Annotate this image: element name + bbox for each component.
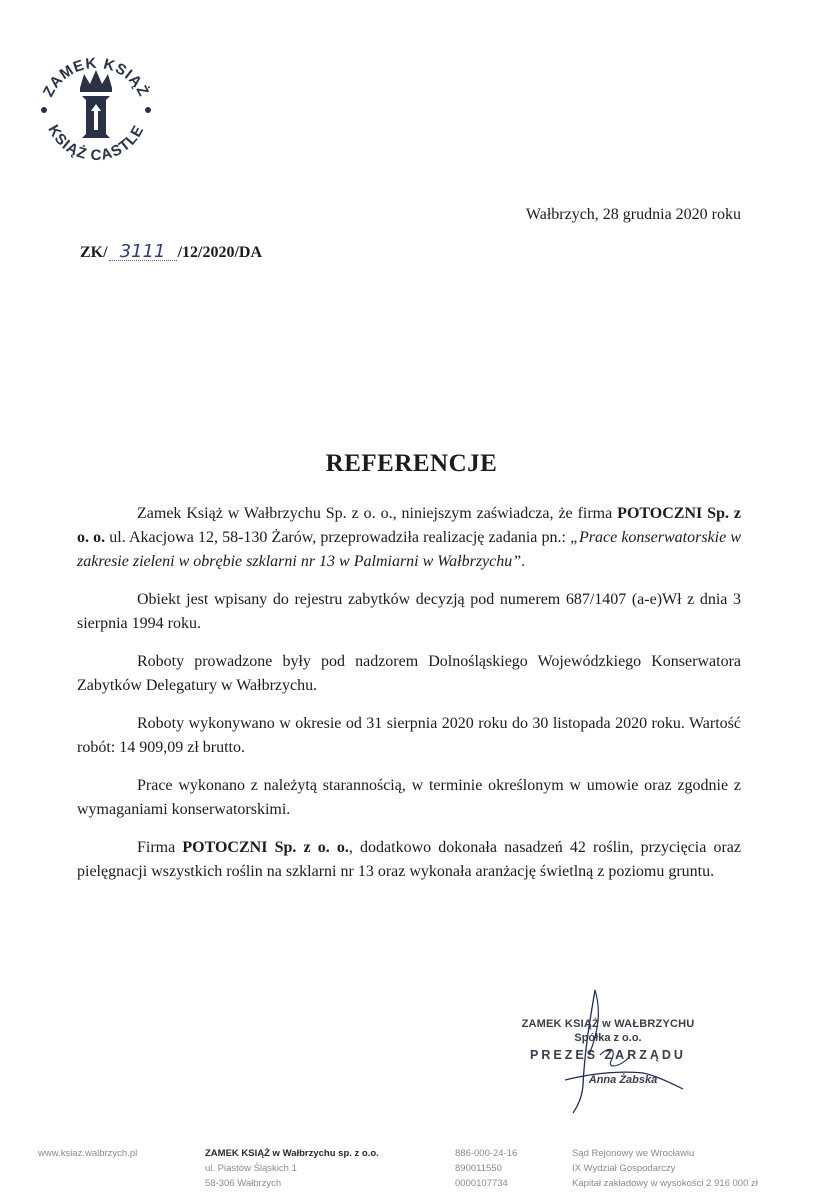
footer-division: IX Wydział Gospodarczy: [572, 1163, 676, 1174]
p6-company: POTOCZNI Sp. z o. o.: [182, 839, 349, 856]
reference-prefix: ZK/: [80, 244, 108, 261]
stamp-position: PREZES ZARZĄDU: [530, 1048, 686, 1062]
footer-capital: Kapitał zakładowy w wysokości 2 916 000 zł: [572, 1178, 758, 1189]
p1-text-b: ul. Akacjowa 12, 58-130 Żarów, przeprowadziła realizację zadania pn.:: [105, 529, 571, 546]
footer-website: www.ksiaz.walbrzych.pl: [38, 1148, 138, 1159]
stamp-name: Anna Żabska: [588, 1074, 658, 1086]
signature: [525, 985, 685, 1115]
footer-company: ZAMEK KSIĄŻ w Wałbrzychu sp. z o.o.: [205, 1148, 379, 1159]
p1-task-name: „Prace konserwatorskie w zakresie zieleni w obrębie szklarni nr 13 w Palmiarni w Wałbrzychu”: [77, 529, 742, 570]
footer-registration: [455, 1146, 517, 1191]
p1-end: .: [521, 553, 526, 570]
date-line: Wałbrzych, 28 grudnia 2020 roku: [525, 206, 741, 223]
logo-dot-right: [145, 107, 151, 113]
reference-number: [80, 241, 263, 262]
tower-icon: [82, 96, 110, 138]
reference-handwritten-number: 3111: [109, 244, 177, 261]
footer-regon: 890011550: [455, 1163, 502, 1174]
reference-suffix: /12/2020/DA: [177, 244, 263, 261]
logo-dot-left: [41, 107, 47, 113]
p1-text-a: Zamek Książ w Wałbrzychu Sp. z o. o., niniejszym zaświadcza, że firma: [137, 505, 618, 522]
paragraph-1: [77, 502, 741, 574]
p6-text-b: , dodatkowo dokonała nasadzeń 42 roślin, przycięcia oraz pielęgnacji wszystkich roślin na szklarni nr 13 oraz wykonała aranżację świetlną z poziomu gruntu.: [77, 839, 742, 880]
logo-top-text: ZAMEK KSIĄŻ: [39, 54, 153, 100]
footer-nip: 886-000-24-16: [455, 1148, 518, 1159]
paragraph-5: Prace wykonano z należytą starannością, w terminie określonym w umowie oraz zgodnie z wymaganiami konserwatorskimi.: [77, 777, 741, 818]
paragraph-3: Roboty prowadzone były pod nadzorem Dolnośląskiego Wojewódzkiego Konserwatora Zabytków Delegatury w Wałbrzychu.: [77, 653, 741, 694]
footer-krs: 0000107734: [455, 1178, 508, 1189]
document-body: [77, 502, 741, 898]
footer-address: [205, 1146, 379, 1191]
stamp-company: ZAMEK KSIĄŻ w WAŁBRZYCHU: [521, 1018, 695, 1030]
footer-court-name: Sąd Rejonowy we Wrocławiu: [572, 1148, 695, 1159]
paragraph-6: [77, 836, 741, 884]
document-title: REFERENCJE: [325, 450, 498, 477]
logo-bottom-text: KSIĄŻ CASTLE: [44, 122, 148, 165]
paragraph-2: Obiekt jest wpisany do rejestru zabytków decyzją pod numerem 687/1407 (a-e)Wł z dnia 3 sierpnia 1994 roku.: [77, 591, 741, 632]
footer-city: 58-306 Wałbrzych: [205, 1178, 282, 1189]
p1-company: POTOCZNI Sp. z o. o.: [77, 505, 741, 546]
p6-text-a: Firma: [137, 839, 183, 856]
zamek-ksiaz-logo: [26, 38, 166, 178]
footer-street: ul. Piastów Śląskich 1: [205, 1163, 297, 1174]
footer-court: [572, 1146, 758, 1191]
paragraph-4: Roboty wykonywano w okresie od 31 sierpnia 2020 roku do 30 listopada 2020 roku. Wartość robót: 14 909,09 zł brutto.: [77, 715, 741, 756]
stamp-company-type: Spółka z o.o.: [574, 1032, 642, 1044]
